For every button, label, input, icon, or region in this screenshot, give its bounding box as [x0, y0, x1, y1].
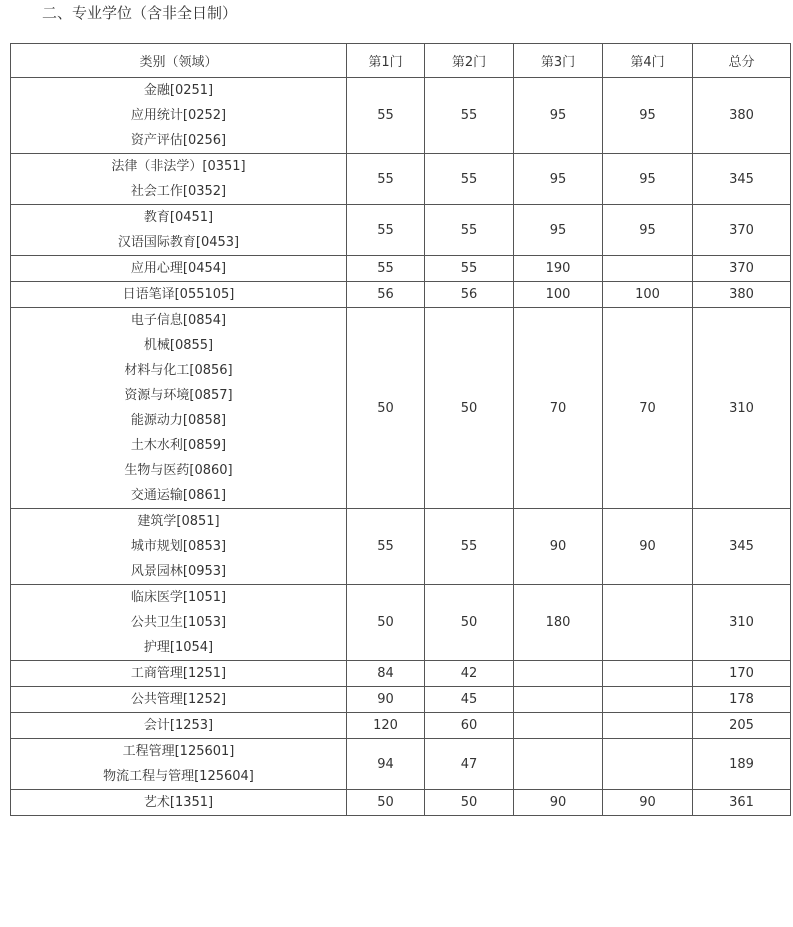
category-name: 生物与医药[0860]: [124, 463, 233, 478]
category-name: 资源与环境[0857]: [124, 388, 233, 403]
table-row: [11, 739, 791, 790]
score-subject-3: 95: [514, 205, 603, 256]
score-subject-2: 50: [425, 585, 514, 661]
score-subject-1: 120: [347, 713, 425, 739]
score-subject-1: 50: [347, 308, 425, 509]
score-subject-2: 55: [425, 78, 514, 154]
score-subject-1: 84: [347, 661, 425, 687]
score-table: [10, 43, 791, 816]
score-subject-2: 42: [425, 661, 514, 687]
score-subject-3: [514, 739, 603, 790]
score-total: 170: [693, 661, 791, 687]
category-name: 应用心理[0454]: [130, 261, 227, 276]
category-cell: [11, 585, 347, 661]
score-subject-2: 60: [425, 713, 514, 739]
category-name: 法律（非法学）[0351]: [111, 159, 246, 174]
category-cell: [11, 154, 347, 205]
category-name: 工程管理[125601]: [122, 744, 235, 759]
table-row: [11, 585, 791, 661]
category-name: 机械[0855]: [143, 338, 214, 353]
table-row: [11, 256, 791, 282]
table-header-row: [11, 44, 791, 78]
category-cell: [11, 687, 347, 713]
category-cell: [11, 78, 347, 154]
category-name: 风景园林[0953]: [130, 564, 227, 579]
score-subject-4: 90: [603, 790, 693, 816]
score-subject-3: 90: [514, 509, 603, 585]
score-subject-2: 55: [425, 509, 514, 585]
score-subject-4: 90: [603, 509, 693, 585]
score-subject-4: [603, 739, 693, 790]
score-total: 370: [693, 205, 791, 256]
table-row: [11, 154, 791, 205]
category-name: 护理[1054]: [143, 640, 214, 655]
header-subject-3: 第3门: [514, 44, 603, 78]
score-subject-1: 55: [347, 78, 425, 154]
score-subject-4: [603, 256, 693, 282]
score-subject-1: 55: [347, 256, 425, 282]
score-subject-4: [603, 661, 693, 687]
header-subject-2: 第2门: [425, 44, 514, 78]
score-total: 310: [693, 308, 791, 509]
score-subject-4: [603, 687, 693, 713]
table-row: [11, 790, 791, 816]
score-subject-2: 56: [425, 282, 514, 308]
header-subject-1: 第1门: [347, 44, 425, 78]
category-cell: [11, 713, 347, 739]
score-subject-4: 100: [603, 282, 693, 308]
score-subject-3: 190: [514, 256, 603, 282]
category-name: 艺术[1351]: [143, 795, 214, 810]
category-cell: [11, 790, 347, 816]
score-total: 189: [693, 739, 791, 790]
category-name: 材料与化工[0856]: [124, 363, 233, 378]
score-subject-4: 95: [603, 78, 693, 154]
category-name: 会计[1253]: [143, 718, 214, 733]
table-row: [11, 308, 791, 509]
category-name: 金融[0251]: [143, 83, 214, 98]
table-row: [11, 205, 791, 256]
score-subject-1: 55: [347, 154, 425, 205]
category-cell: [11, 739, 347, 790]
category-cell: [11, 256, 347, 282]
table-row: [11, 509, 791, 585]
category-name: 教育[0451]: [143, 210, 214, 225]
score-subject-1: 94: [347, 739, 425, 790]
table-row: [11, 661, 791, 687]
score-subject-2: 45: [425, 687, 514, 713]
table-row: [11, 713, 791, 739]
category-name: 土木水利[0859]: [130, 438, 227, 453]
score-subject-3: 70: [514, 308, 603, 509]
score-total: 370: [693, 256, 791, 282]
section-title: 二、专业学位（含非全日制）: [42, 4, 238, 22]
score-total: 345: [693, 509, 791, 585]
score-subject-3: 95: [514, 154, 603, 205]
score-total: 205: [693, 713, 791, 739]
category-cell: [11, 661, 347, 687]
score-subject-4: [603, 713, 693, 739]
score-subject-3: [514, 687, 603, 713]
score-subject-2: 55: [425, 256, 514, 282]
score-total: 380: [693, 282, 791, 308]
table-body: [11, 78, 791, 816]
category-name: 工商管理[1251]: [130, 666, 227, 681]
category-name: 资产评估[0256]: [130, 133, 227, 148]
category-name: 物流工程与管理[125604]: [103, 769, 254, 784]
score-subject-1: 50: [347, 585, 425, 661]
score-subject-1: 56: [347, 282, 425, 308]
score-subject-3: [514, 713, 603, 739]
category-cell: [11, 308, 347, 509]
category-name: 能源动力[0858]: [130, 413, 227, 428]
score-subject-3: 95: [514, 78, 603, 154]
score-subject-4: 70: [603, 308, 693, 509]
score-subject-1: 50: [347, 790, 425, 816]
table-row: [11, 282, 791, 308]
category-name: 应用统计[0252]: [130, 108, 227, 123]
score-subject-4: 95: [603, 205, 693, 256]
score-subject-3: 90: [514, 790, 603, 816]
score-total: 345: [693, 154, 791, 205]
score-subject-1: 55: [347, 509, 425, 585]
category-name: 临床医学[1051]: [130, 590, 227, 605]
category-name: 公共卫生[1053]: [130, 615, 227, 630]
score-total: 310: [693, 585, 791, 661]
table-row: [11, 78, 791, 154]
score-subject-2: 55: [425, 205, 514, 256]
category-name: 城市规划[0853]: [130, 539, 227, 554]
score-subject-2: 50: [425, 308, 514, 509]
category-cell: [11, 205, 347, 256]
header-category: 类别（领域）: [11, 44, 347, 78]
category-name: 公共管理[1252]: [130, 692, 227, 707]
score-subject-3: 180: [514, 585, 603, 661]
score-subject-2: 47: [425, 739, 514, 790]
category-name: 交通运输[0861]: [130, 488, 227, 503]
score-subject-1: 90: [347, 687, 425, 713]
category-name: 社会工作[0352]: [130, 184, 227, 199]
category-name: 建筑学[0851]: [137, 514, 220, 529]
category-name: 电子信息[0854]: [130, 313, 227, 328]
category-cell: [11, 282, 347, 308]
table-row: [11, 687, 791, 713]
score-total: 361: [693, 790, 791, 816]
score-subject-2: 50: [425, 790, 514, 816]
score-subject-3: [514, 661, 603, 687]
score-total: 380: [693, 78, 791, 154]
category-name: 汉语国际教育[0453]: [117, 235, 240, 250]
score-total: 178: [693, 687, 791, 713]
header-total: 总分: [693, 44, 791, 78]
score-subject-3: 100: [514, 282, 603, 308]
category-name: 日语笔译[055105]: [122, 287, 235, 302]
score-subject-1: 55: [347, 205, 425, 256]
category-cell: [11, 509, 347, 585]
score-subject-2: 55: [425, 154, 514, 205]
header-subject-4: 第4门: [603, 44, 693, 78]
score-subject-4: [603, 585, 693, 661]
score-subject-4: 95: [603, 154, 693, 205]
